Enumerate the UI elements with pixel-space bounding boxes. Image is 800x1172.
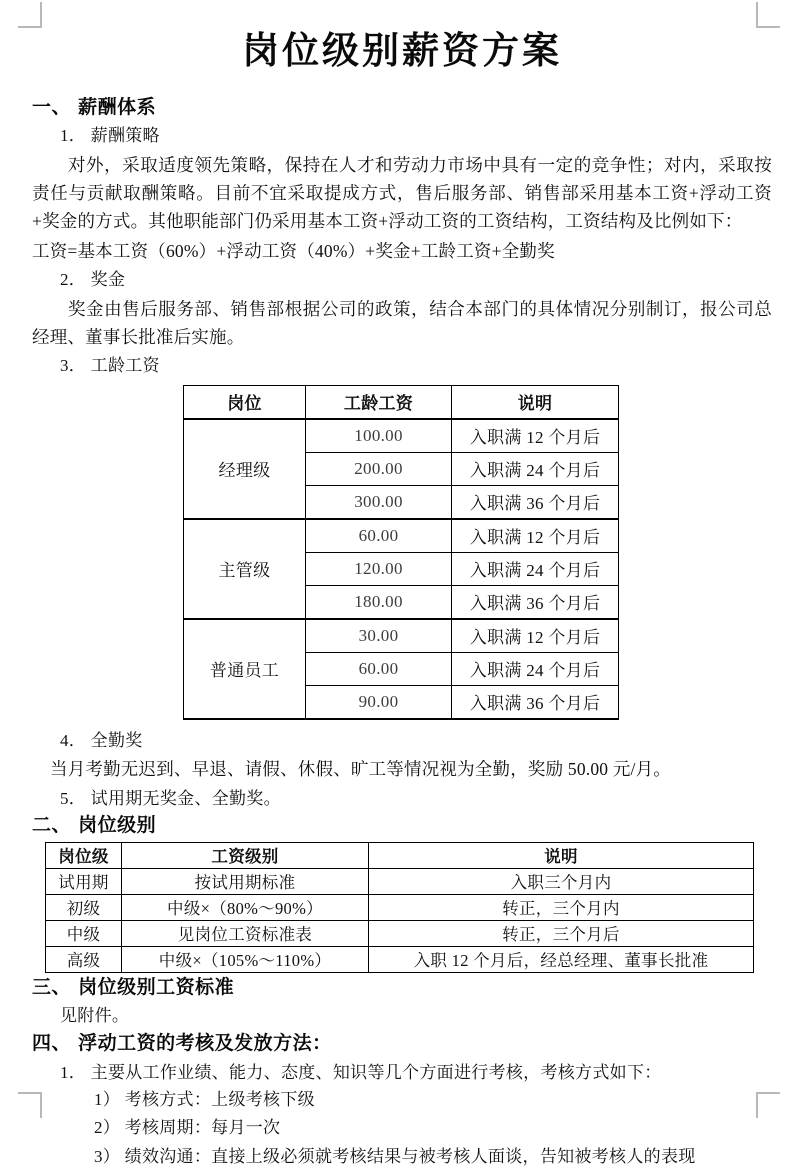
seniority-wage-table — [183, 385, 619, 720]
cell-level-note: 转正，三个月内 — [369, 894, 754, 920]
cell-wage: 300.00 — [306, 485, 452, 519]
table-header-row — [46, 842, 754, 868]
column-header-post: 岗位 — [184, 385, 306, 419]
section1-item4-label: 4． 全勤奖 — [60, 730, 143, 750]
section-heading-4: 四、 浮动工资的考核及发放方法： — [32, 1031, 332, 1054]
table-row — [46, 920, 754, 946]
cell-level: 初级 — [46, 894, 122, 920]
section1-item5-label: 5． 试用期无奖金、全勤奖。 — [60, 788, 281, 808]
cell-wage: 60.00 — [306, 652, 452, 685]
cell-note: 入职满 12 个月后 — [452, 519, 619, 553]
post-level-table — [45, 842, 754, 973]
section-heading-1: 一、 薪酬体系 — [32, 95, 157, 118]
column-header-wage-level: 工资级别 — [122, 842, 369, 868]
cell-wage-level: 见岗位工资标准表 — [122, 920, 369, 946]
section1-item3-label: 3． 工龄工资 — [60, 356, 160, 376]
section3-body: 见附件。 — [60, 1006, 130, 1026]
cell-level-note: 转正，三个月后 — [369, 920, 754, 946]
cell-wage: 60.00 — [306, 519, 452, 553]
cell-post-group: 经理级 — [184, 419, 306, 519]
column-header-level-note: 说明 — [369, 842, 754, 868]
cell-wage: 30.00 — [306, 619, 452, 653]
table-row — [184, 519, 619, 553]
section1-item4-paragraph: 当月考勤无迟到、早退、请假、休假、旷工等情况视为全勤，奖励 50.00 元/月。 — [50, 759, 671, 780]
cell-note: 入职满 12 个月后 — [452, 419, 619, 453]
cell-note: 入职满 12 个月后 — [452, 619, 619, 653]
section4-sub1: 1） 考核方式：上级考核下级 — [94, 1090, 315, 1110]
cell-wage-level: 按试用期标准 — [122, 868, 369, 894]
cell-note: 入职满 24 个月后 — [452, 652, 619, 685]
section4-sub2: 2） 考核周期：每月一次 — [94, 1118, 281, 1138]
table-row — [46, 868, 754, 894]
cell-post-group: 主管级 — [184, 519, 306, 619]
column-header-note: 说明 — [452, 385, 619, 419]
table-header-row — [184, 385, 619, 419]
cell-note: 入职满 36 个月后 — [452, 685, 619, 719]
section1-item2-paragraph: 奖金由售后服务部、销售部根据公司的政策，结合本部门的具体情况分别制订，报公司总经理、董事长批准后实施。 — [32, 298, 772, 347]
cell-note: 入职满 36 个月后 — [452, 585, 619, 619]
cell-wage: 100.00 — [306, 419, 452, 453]
cell-post-group: 普通员工 — [184, 619, 306, 719]
page-title: 岗位级别薪资方案 — [242, 29, 562, 72]
cell-level: 高级 — [46, 946, 122, 972]
section1-item2-label: 2． 奖金 — [60, 270, 126, 290]
table-row — [184, 619, 619, 653]
salary-formula: 工资=基本工资（60%）+浮动工资（40%）+奖金+工龄工资+全勤奖 — [32, 240, 555, 261]
section-heading-2: 二、 岗位级别 — [32, 814, 157, 837]
cell-note: 入职满 24 个月后 — [452, 452, 619, 485]
cell-level: 试用期 — [46, 868, 122, 894]
table-row — [46, 894, 754, 920]
cell-wage: 90.00 — [306, 685, 452, 719]
cell-level: 中级 — [46, 920, 122, 946]
column-header-post-level: 岗位级 — [46, 842, 122, 868]
table-row — [184, 419, 619, 453]
cell-level-note: 入职 12 个月后，经总经理、董事长批准 — [369, 946, 754, 972]
section1-item1-label: 1． 薪酬策略 — [60, 126, 160, 146]
document-content — [32, 16, 772, 1172]
cell-wage: 180.00 — [306, 585, 452, 619]
cell-level-note: 入职三个月内 — [369, 868, 754, 894]
section4-sub3: 3） 绩效沟通：直接上级必须就考核结果与被考核人面谈，告知被考核人的表现 — [94, 1146, 696, 1166]
section1-item1-paragraph: 对外，采取适度领先策略，保持在人才和劳动力市场中具有一定的竞争性；对内，采取按责任与贡献取酬策略。目前不宜采取提成方式，售后服务部、销售部采用基本工资+浮动工资+奖金的方式。其他职能部门仍采用基本工资+浮动工资的工资结构，工资结构及比例如下： — [32, 154, 772, 232]
cell-note: 入职满 24 个月后 — [452, 552, 619, 585]
cell-wage-level: 中级×（105%～110%） — [122, 946, 369, 972]
cell-wage: 120.00 — [306, 552, 452, 585]
table-row — [46, 946, 754, 972]
cell-wage-level: 中级×（80%～90%） — [122, 894, 369, 920]
column-header-seniority-wage: 工龄工资 — [306, 385, 452, 419]
cell-wage: 200.00 — [306, 452, 452, 485]
section-heading-3: 三、 岗位级别工资标准 — [32, 975, 235, 998]
cell-note: 入职满 36 个月后 — [452, 485, 619, 519]
section4-item1: 1． 主要从工作业绩、能力、态度、知识等几个方面进行考核，考核方式如下： — [60, 1062, 662, 1082]
